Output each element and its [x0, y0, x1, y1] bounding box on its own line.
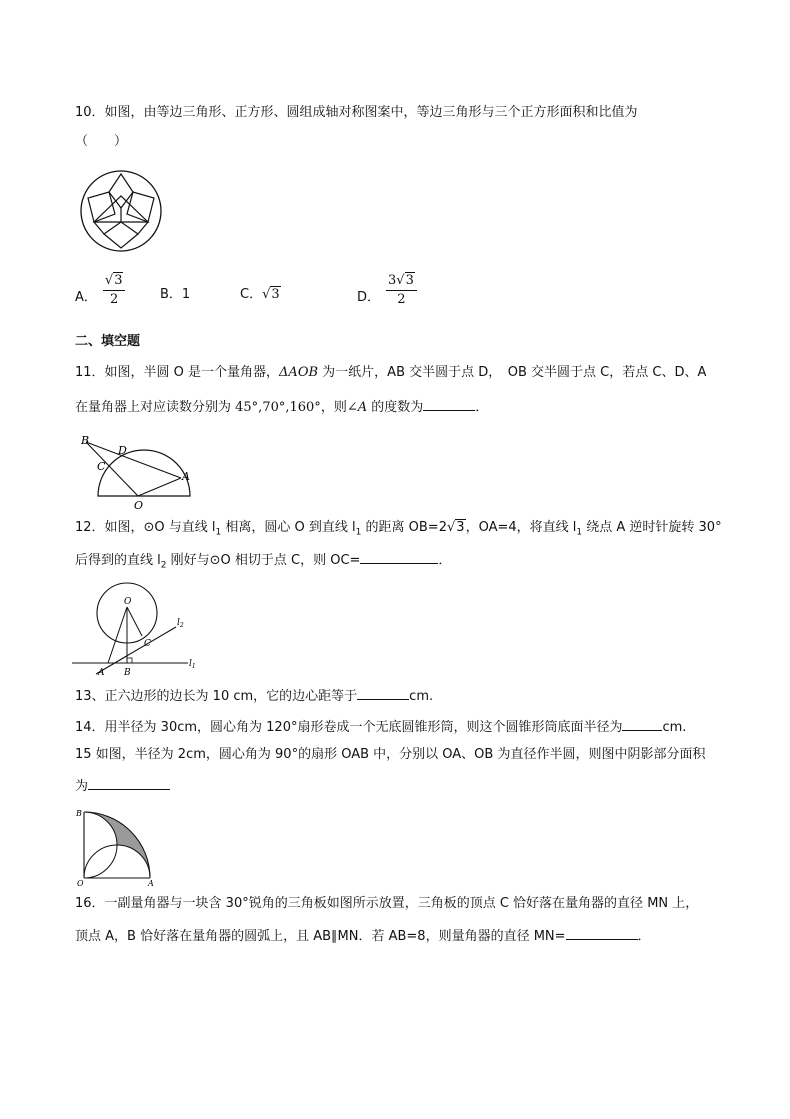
q10-option-a: [75, 273, 125, 309]
q14-line: [75, 717, 686, 737]
q10-answer-paren: （ ）: [75, 134, 128, 149]
q11-triangle: ΔAOB: [279, 365, 319, 380]
q11-text-c: 在量角器上对应读数分别为: [75, 400, 236, 415]
option-d-coefficient: 3: [388, 273, 397, 288]
q15-label-o: O: [77, 879, 84, 888]
q16-line1: 16．一副量角器与一块含 30°锐角的三角板如图所示放置，三角板的顶点 C 恰好落在量角器的直径 MN 上，: [75, 896, 699, 911]
q11-answer-blank[interactable]: [423, 397, 475, 411]
q11-end: ．: [475, 400, 489, 415]
option-d-label: D．: [357, 290, 381, 305]
q11-text-b: 为一纸片，AB 交半圆于点 D， OB 交半圆于点 C，若点 C、D、A: [318, 365, 707, 380]
q11-label-a: A: [182, 470, 190, 483]
option-d-fraction: $\frac{3√3}{2}$: [386, 272, 417, 309]
option-a-radicand: 3: [114, 273, 123, 288]
q12-text-c: 的距离 OB=2: [361, 520, 447, 535]
q15-figure: [72, 806, 164, 888]
q12-text-f: 后得到的直线 l: [75, 553, 161, 568]
q11-readings: 45°,70°,160°: [235, 400, 321, 415]
q13-answer-blank[interactable]: [357, 686, 409, 700]
q12-sub-2: 1: [355, 527, 362, 538]
option-a-denominator: 2: [110, 292, 119, 307]
option-a-fraction: $\frac{√3}{2}$: [103, 272, 126, 309]
q10-option-c: C．√3: [240, 287, 280, 302]
q15-line2: [75, 776, 170, 796]
q12-sub-1: 1: [215, 527, 222, 538]
q11-angle-a: ∠A: [346, 400, 368, 415]
q16-line2: [75, 926, 651, 946]
q12-label-l1: $l_1$: [189, 659, 196, 670]
option-c-radicand: 3: [271, 287, 280, 302]
option-d-denominator: 2: [397, 292, 406, 307]
q12-text-a: 12．如图，⊙O 与直线 l: [75, 520, 216, 535]
q16-answer-blank[interactable]: [566, 926, 638, 940]
q12-text-b: 相离，圆心 O 到直线 l: [221, 520, 356, 535]
q12-line1: 12．如图，⊙O 与直线 $l_1$ 相离，圆心 O 到直线 $l_1$ 的距离 OB=2√3，OA=4，将直线 $l_1$ 绕点 A 逆时针旋转 30°: [75, 520, 722, 538]
q13-text-b: cm.: [409, 689, 434, 704]
q16-end: ．: [637, 929, 651, 944]
q12-label-b: B: [124, 668, 131, 678]
option-c-label: C．: [240, 287, 263, 302]
option-d-radicand: 3: [405, 273, 414, 288]
q13-text-a: 13、正六边形的边长为 10 cm，它的边心距等于: [75, 689, 358, 704]
q15-line1: 15 如图，半径为 2cm，圆心角为 90°的扇形 OAB 中，分别以 OA、OB 为直径作半圆，则图中阴影部分面积: [75, 747, 706, 762]
q12-sub-4: 2: [160, 560, 167, 571]
q15-label-b: B: [76, 809, 82, 818]
q11-label-c: C: [97, 460, 106, 473]
q12-text-e: 绕点 A 逆时针旋转 30°: [582, 520, 722, 535]
q11-label-d: D: [118, 444, 127, 457]
q13-line: [75, 686, 433, 706]
q12-label-l2: $l_2$: [177, 618, 184, 629]
q15-text: 为: [75, 779, 89, 794]
q10-option-d: [357, 273, 417, 309]
q10-stem: 10．如图，由等边三角形、正方形、圆组成轴对称图案中，等边三角形与三个正方形面积和比值为: [75, 105, 638, 120]
q16-text: 顶点 A，B 恰好落在量角器的圆弧上，且 AB∥MN．若 AB=8，则量角器的直径 MN=: [75, 929, 566, 944]
section-title: 二、填空题: [75, 334, 141, 349]
q12-label-a: A: [98, 668, 105, 678]
q12-line2: [75, 550, 451, 575]
q15-answer-blank[interactable]: [88, 776, 170, 790]
q11-text-e: 的度数为: [367, 400, 424, 415]
q12-text-g: 刚好与⊙O 相切于点 C，则 OC=: [166, 553, 361, 568]
option-a-label: A．: [75, 290, 97, 305]
q11-label-o: O: [134, 499, 144, 512]
q12-radicand: 3: [456, 520, 465, 535]
q11-label-b: B: [81, 434, 90, 447]
q12-text-d: ，OA=4，将直线 l: [465, 520, 577, 535]
q14-text-a: 14．用半径为 30cm，圆心角为 120°扇形卷成一个无底圆锥形筒，则这个圆锥形筒底面半径为: [75, 720, 623, 735]
q11-line2: [75, 397, 488, 417]
q12-label-c: C: [144, 639, 151, 649]
q11-line1: [75, 364, 706, 382]
q15-label-a: A: [148, 879, 154, 888]
q12-answer-blank[interactable]: [360, 550, 438, 564]
q10-figure: [78, 168, 164, 254]
q14-answer-blank[interactable]: [622, 717, 662, 731]
q12-label-o: O: [124, 597, 132, 607]
q12-end: ．: [438, 553, 452, 568]
q12-figure: [70, 580, 200, 680]
q11-text-d: ，则: [320, 400, 347, 415]
q11-figure: [78, 432, 198, 512]
q14-text-b: cm.: [662, 720, 687, 735]
q10-option-b: B．1: [160, 287, 191, 302]
q12-sub-3: 1: [576, 527, 583, 538]
q11-text-a: 11．如图，半圆 O 是一个量角器，: [75, 365, 280, 380]
